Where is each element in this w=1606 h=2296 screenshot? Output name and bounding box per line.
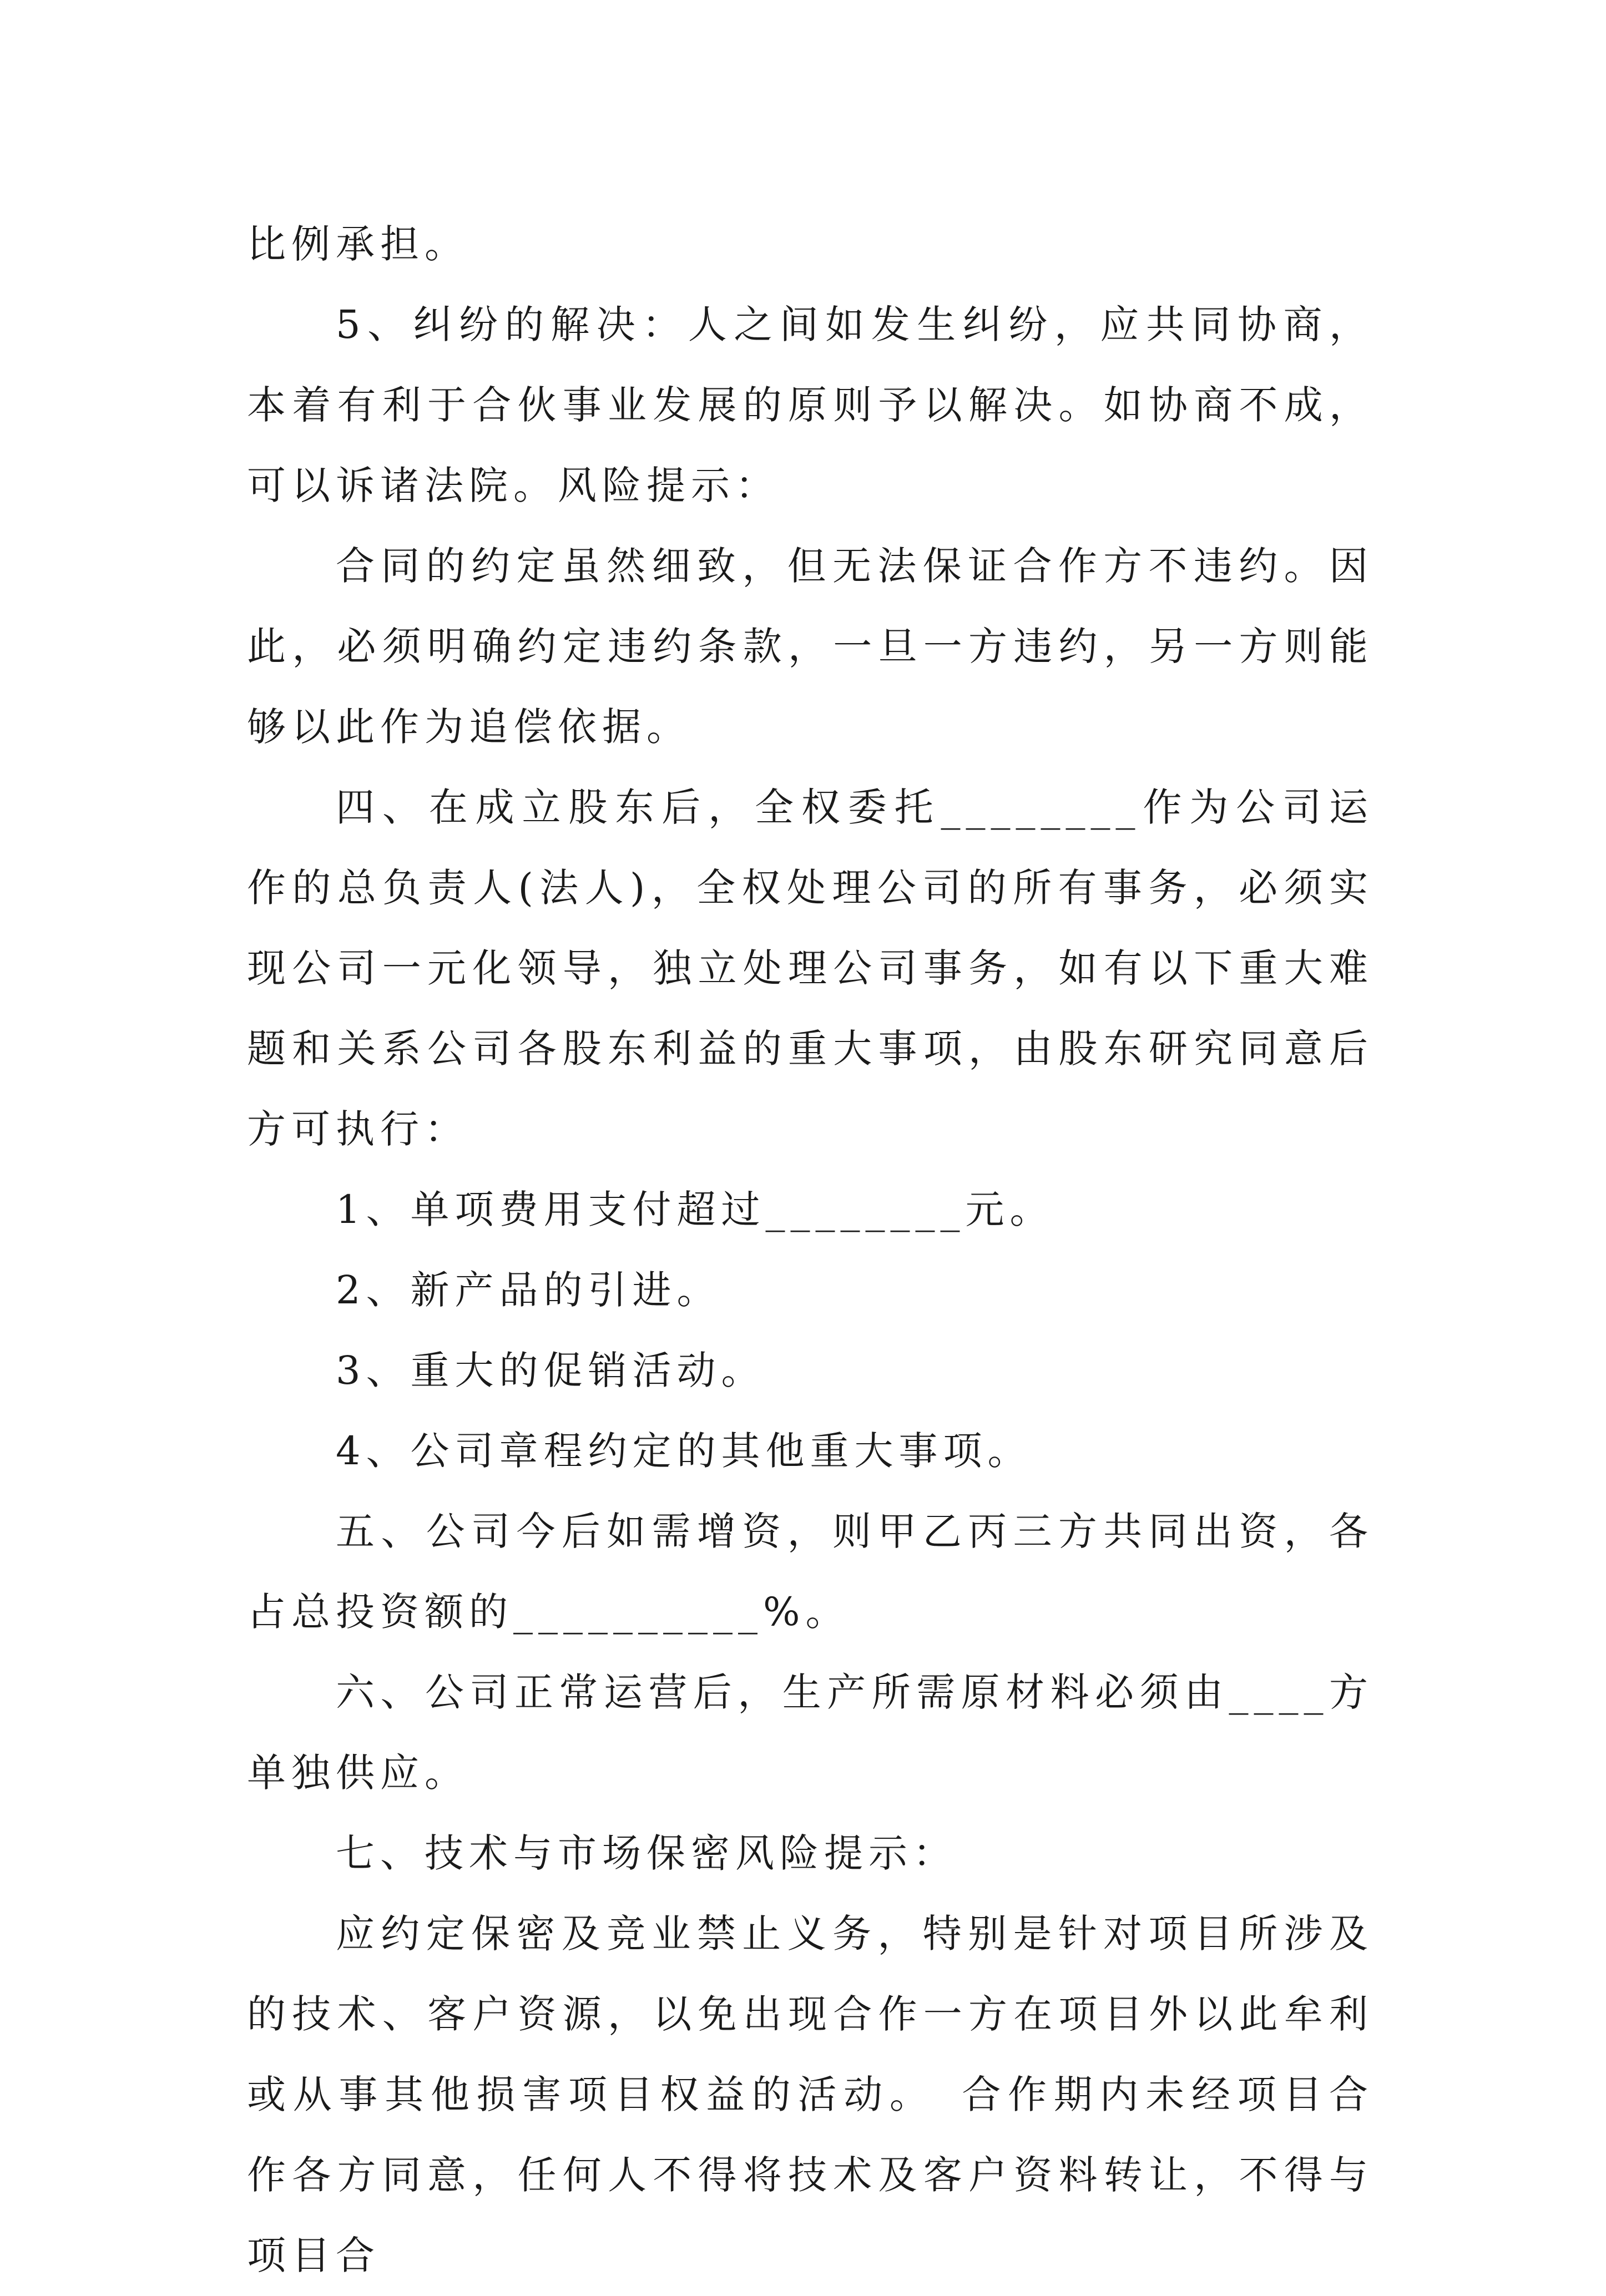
paragraph-10: 六、公司正常运营后，生产所需原材料必须由____方单独供应。 bbox=[247, 1670, 1373, 1796]
paragraph-8: 4、公司章程约定的其他重大事项。 bbox=[336, 1428, 1032, 1474]
paragraph-5: 1、单项费用支付超过________元。 bbox=[336, 1187, 1054, 1232]
paragraph-7: 3、重大的促销活动。 bbox=[336, 1348, 766, 1393]
paragraph-4: 四、在成立股东后，全权委托________作为公司运作的总负责人(法人)，全权处理公司的所有事务，必须实现公司一元化领导，独立处理公司事务，如有以下重大难题和关系公司各股东利益的重大事项，由股东研究同意后方可执行： bbox=[247, 785, 1373, 1152]
paragraph-2: 5、纠纷的解决：人之间如发生纠纷，应共同协商，本着有利于合伙事业发展的原则予以解决。如协商不成，可以诉诸法院。风险提示： bbox=[247, 302, 1373, 508]
paragraph-9: 五、公司今后如需增资，则甲乙丙三方共同出资，各占总投资额的__________%。 bbox=[247, 1509, 1373, 1635]
paragraph-12: 应约定保密及竞业禁止义务，特别是针对项目所涉及的技术、客户资源，以免出现合作一方在项目外以此牟利或从事其他损害项目权益的活动。 合作期内未经项目合作各方同意，任何人不得将技术及客户资料转让，不得与项目合 bbox=[247, 1911, 1373, 2278]
paragraph-6: 2、新产品的引进。 bbox=[336, 1267, 721, 1313]
paragraph-11: 七、技术与市场保密风险提示： bbox=[336, 1830, 957, 1876]
paragraph-1: 比例承担。 bbox=[247, 221, 469, 267]
document-body bbox=[247, 204, 1373, 2296]
paragraph-3: 合同的约定虽然细致，但无法保证合作方不违约。因此，必须明确约定违约条款，一旦一方违约，另一方则能够以此作为追偿依据。 bbox=[247, 543, 1373, 750]
